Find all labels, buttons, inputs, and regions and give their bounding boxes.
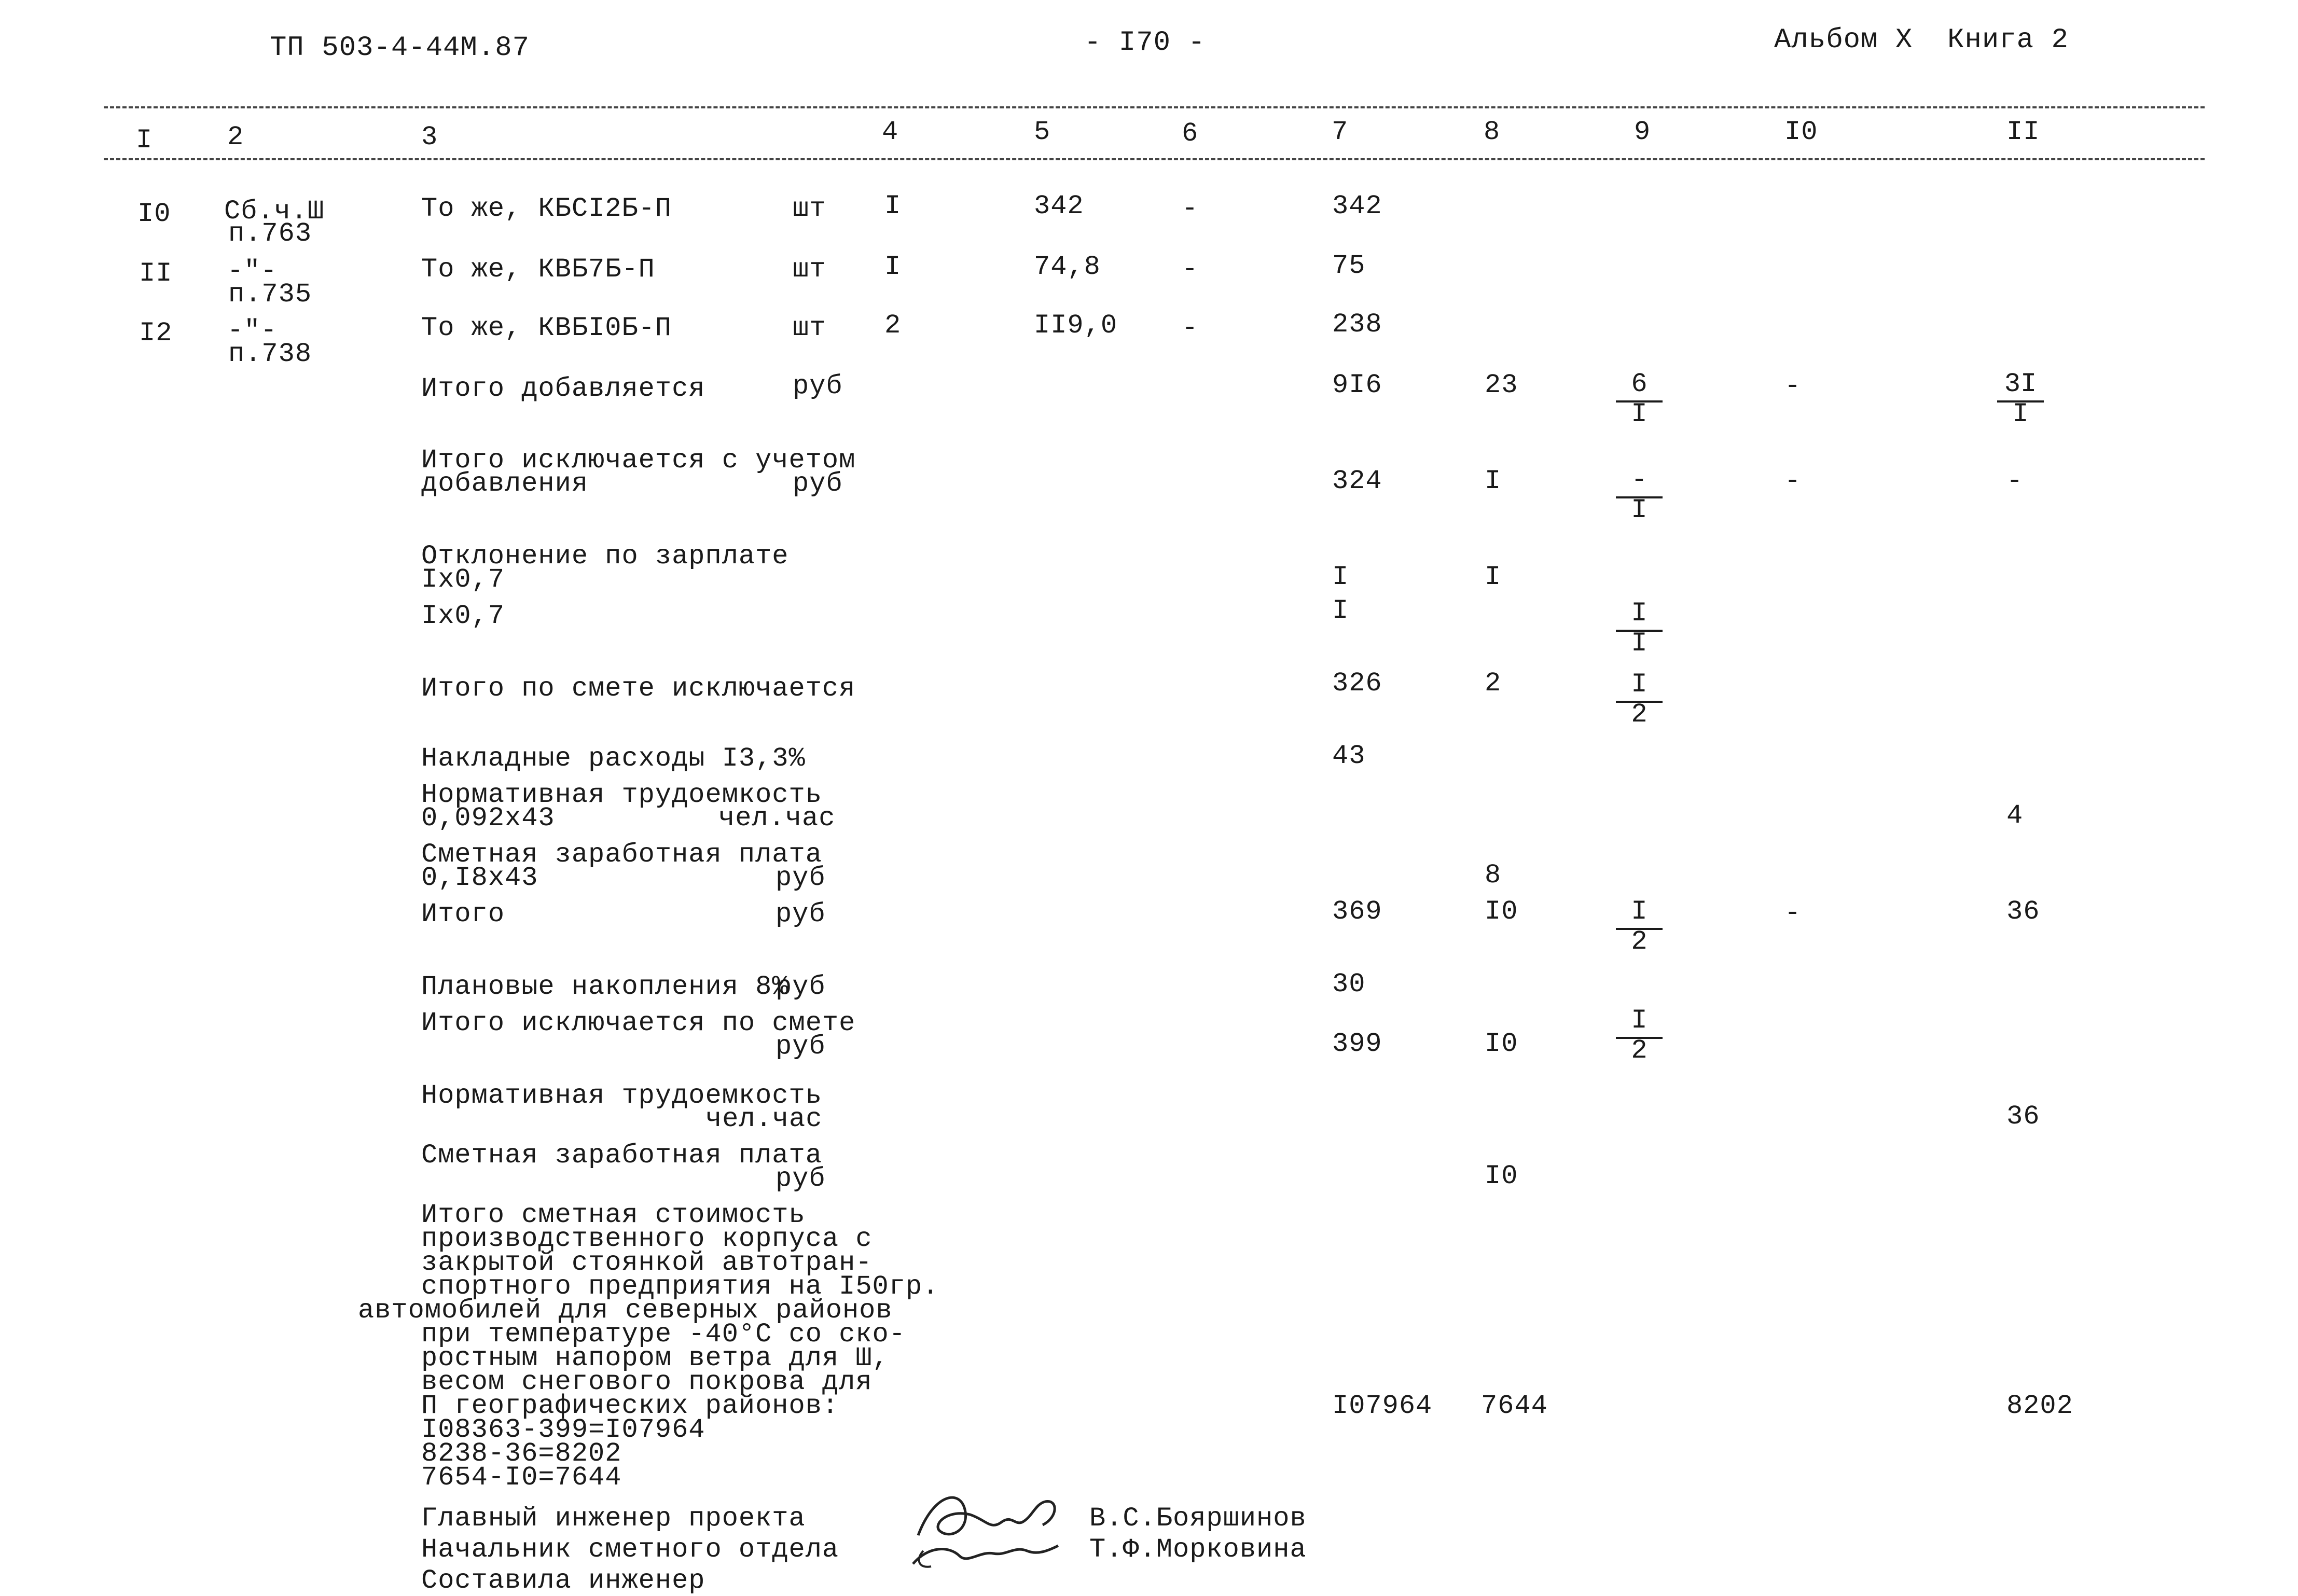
col-header-6: 6	[1182, 118, 1199, 149]
row-name: То же, КВБI0Б-П	[421, 313, 672, 343]
summary-label: Нормативная трудоемкость	[421, 1080, 822, 1111]
handwritten-signature-icon	[903, 1473, 1079, 1577]
summary-label: Отклонение по зарплате	[421, 541, 789, 572]
fraction-denominator: 2	[1631, 1035, 1648, 1066]
row-source: -"-	[227, 256, 278, 286]
grand-total-line: I08363-399=I07964	[421, 1414, 705, 1445]
summary-c8: 2	[1485, 668, 1502, 699]
summary-unit: руб	[776, 972, 826, 1002]
summary-c7: 43	[1332, 741, 1366, 771]
summary-c10: -	[1784, 898, 1802, 928]
col-header-10: I0	[1784, 117, 1818, 147]
row-name: То же, КВБ7Б-П	[421, 254, 655, 285]
row-num: II	[139, 258, 173, 289]
summary-unit: руб	[776, 1031, 826, 1062]
summary-c9-fraction	[1616, 369, 1663, 431]
row-qty: I	[884, 191, 902, 221]
summary-unit: руб	[776, 1163, 826, 1194]
summary-c11: 36	[2006, 1101, 2040, 1132]
summary-label: Iх0,7	[421, 564, 505, 595]
summary-unit: чел.час	[718, 803, 836, 834]
col-header-11: II	[2006, 117, 2040, 147]
summary-c8: I	[1485, 466, 1502, 496]
grand-total-line: ростным напором ветра для Ш,	[421, 1343, 889, 1373]
summary-c9-fraction	[1616, 896, 1663, 958]
summary-label: Сметная заработная плата	[421, 839, 822, 870]
fraction-numerator: I	[1616, 1009, 1663, 1039]
summary-c8: 8	[1485, 860, 1502, 891]
summary-c11: 36	[2006, 896, 2040, 927]
page-number: - I70 -	[1084, 27, 1206, 59]
row-unit: шт	[793, 313, 826, 343]
summary-unit: чел.час	[705, 1104, 823, 1134]
summary-unit: руб	[793, 468, 843, 499]
summary-c8: I0	[1485, 1029, 1518, 1059]
summary-c7: I	[1332, 595, 1349, 626]
summary-label: 0,I8х43	[421, 863, 538, 893]
summary-c8: I	[1485, 562, 1502, 592]
summary-c9-fraction	[1616, 1005, 1663, 1067]
doc-code: ТП 503-4-44М.87	[270, 32, 530, 64]
summary-c7: 399	[1332, 1029, 1382, 1059]
row-source: Сб.ч.Ш	[224, 196, 325, 227]
col-header-8: 8	[1484, 117, 1501, 147]
fraction-numerator: I	[1616, 602, 1663, 632]
row-point: п.738	[228, 339, 312, 369]
summary-label: Плановые накопления 8%	[421, 972, 789, 1002]
row-source: -"-	[227, 315, 278, 346]
summary-unit: руб	[776, 899, 826, 929]
summary-label: Накладные расходы I3,3%	[421, 743, 806, 774]
row-point: п.735	[228, 279, 312, 310]
summary-label: Итого по смете исключается	[421, 673, 856, 704]
grand-total-line: при температуре -40°С со ско-	[421, 1319, 906, 1350]
col-header-3: 3	[421, 122, 438, 152]
summary-label: Итого	[421, 899, 505, 929]
table-top-rule	[104, 106, 2205, 108]
summary-label: Нормативная трудоемкость	[421, 780, 822, 810]
summary-label: добавления	[421, 468, 589, 499]
row-point: п.763	[228, 218, 312, 249]
fraction-denominator: I	[2012, 399, 2029, 429]
summary-c7: 9I6	[1332, 370, 1382, 400]
fraction-denominator: I	[1631, 399, 1648, 429]
row-qty: 2	[884, 310, 902, 341]
fraction-denominator: 2	[1631, 699, 1648, 730]
grand-total-line: 8238-36=8202	[421, 1438, 622, 1469]
signature-name: В.С.Бояршинов	[1089, 1503, 1307, 1534]
signature-role: Составила инженер	[421, 1565, 705, 1596]
fraction-denominator: I	[1631, 628, 1648, 659]
summary-c11-fraction	[1997, 369, 2044, 431]
fraction-denominator: 2	[1631, 926, 1648, 957]
signature-role: Начальник сметного отдела	[421, 1534, 839, 1565]
row-unit: шт	[793, 254, 826, 285]
col-header-2: 2	[227, 122, 244, 152]
summary-c11: 4	[2006, 800, 2024, 831]
row-price: II9,0	[1034, 310, 1118, 341]
summary-c9-fraction	[1616, 465, 1663, 526]
summary-label: 0,092х43	[421, 803, 555, 834]
row-total: 238	[1332, 309, 1382, 340]
summary-c11: -	[2006, 466, 2024, 496]
summary-unit: руб	[776, 863, 826, 893]
summary-label: Итого добавляется	[421, 373, 705, 404]
summary-label: Итого исключается по смете	[421, 1008, 856, 1038]
col-header-1: I	[136, 125, 153, 156]
row-qty: I	[884, 252, 902, 282]
row-num: I2	[139, 318, 173, 349]
row-col6: -	[1182, 254, 1199, 285]
summary-c8: I0	[1485, 1161, 1518, 1191]
grand-total-c11: 8202	[2006, 1391, 2073, 1421]
summary-c10: -	[1784, 371, 1802, 401]
row-total: 342	[1332, 191, 1382, 221]
grand-total-c8: 7644	[1481, 1391, 1548, 1421]
fraction-numerator: I	[1616, 673, 1663, 703]
summary-c9-fraction	[1616, 669, 1663, 731]
row-name: То же, КБСI2Б-П	[421, 193, 672, 224]
fraction-denominator: I	[1631, 495, 1648, 525]
col-header-5: 5	[1034, 117, 1051, 147]
grand-total-line: Итого сметная стоимость	[421, 1200, 806, 1230]
row-price: 342	[1034, 191, 1084, 221]
summary-c9-fraction	[1616, 598, 1663, 660]
summary-c7: 326	[1332, 668, 1382, 699]
summary-label: Сметная заработная плата	[421, 1140, 822, 1171]
grand-total-c7: I07964	[1332, 1391, 1433, 1421]
col-header-7: 7	[1332, 117, 1349, 147]
signature-role: Главный инженер проекта	[421, 1503, 806, 1534]
fraction-numerator: 3I	[1997, 372, 2044, 403]
summary-c10: -	[1784, 466, 1802, 496]
fraction-numerator: I	[1616, 900, 1663, 930]
row-num: I0	[137, 199, 171, 229]
row-col6: -	[1182, 193, 1199, 224]
summary-label: Итого исключается с учетом	[421, 445, 856, 476]
row-price: 74,8	[1034, 252, 1101, 282]
grand-total-line: П географических районов:	[421, 1391, 839, 1421]
grand-total-line: автомобилей для северных районов	[358, 1295, 893, 1326]
grand-total-line: производственного корпуса с	[421, 1224, 873, 1254]
summary-unit: руб	[793, 371, 843, 401]
summary-c7: 324	[1332, 466, 1382, 496]
grand-total-line: закрытой стоянкой автотран-	[421, 1247, 873, 1278]
summary-label: Iх0,7	[421, 601, 505, 631]
grand-total-line: весом снегового покрова для	[421, 1367, 873, 1397]
col-header-9: 9	[1634, 117, 1651, 147]
summary-c8: 23	[1485, 370, 1518, 400]
summary-c8: I0	[1485, 896, 1518, 927]
summary-c7: I	[1332, 562, 1349, 592]
summary-c7: 369	[1332, 896, 1382, 927]
fraction-numerator: 6	[1616, 372, 1663, 403]
row-total: 75	[1332, 251, 1366, 281]
summary-c7: 30	[1332, 969, 1366, 1000]
signature-name: Т.Ф.Морковина	[1089, 1534, 1307, 1565]
col-header-4: 4	[882, 117, 899, 147]
fraction-numerator: -	[1616, 468, 1663, 498]
table-header-rule	[104, 158, 2205, 160]
grand-total-line: 7654-I0=7644	[421, 1462, 622, 1493]
album-label: Альбом X Книга 2	[1774, 24, 2069, 56]
grand-total-line: спортного предприятия на I50гр.	[421, 1271, 939, 1302]
row-unit: шт	[793, 193, 826, 224]
row-col6: -	[1182, 313, 1199, 343]
